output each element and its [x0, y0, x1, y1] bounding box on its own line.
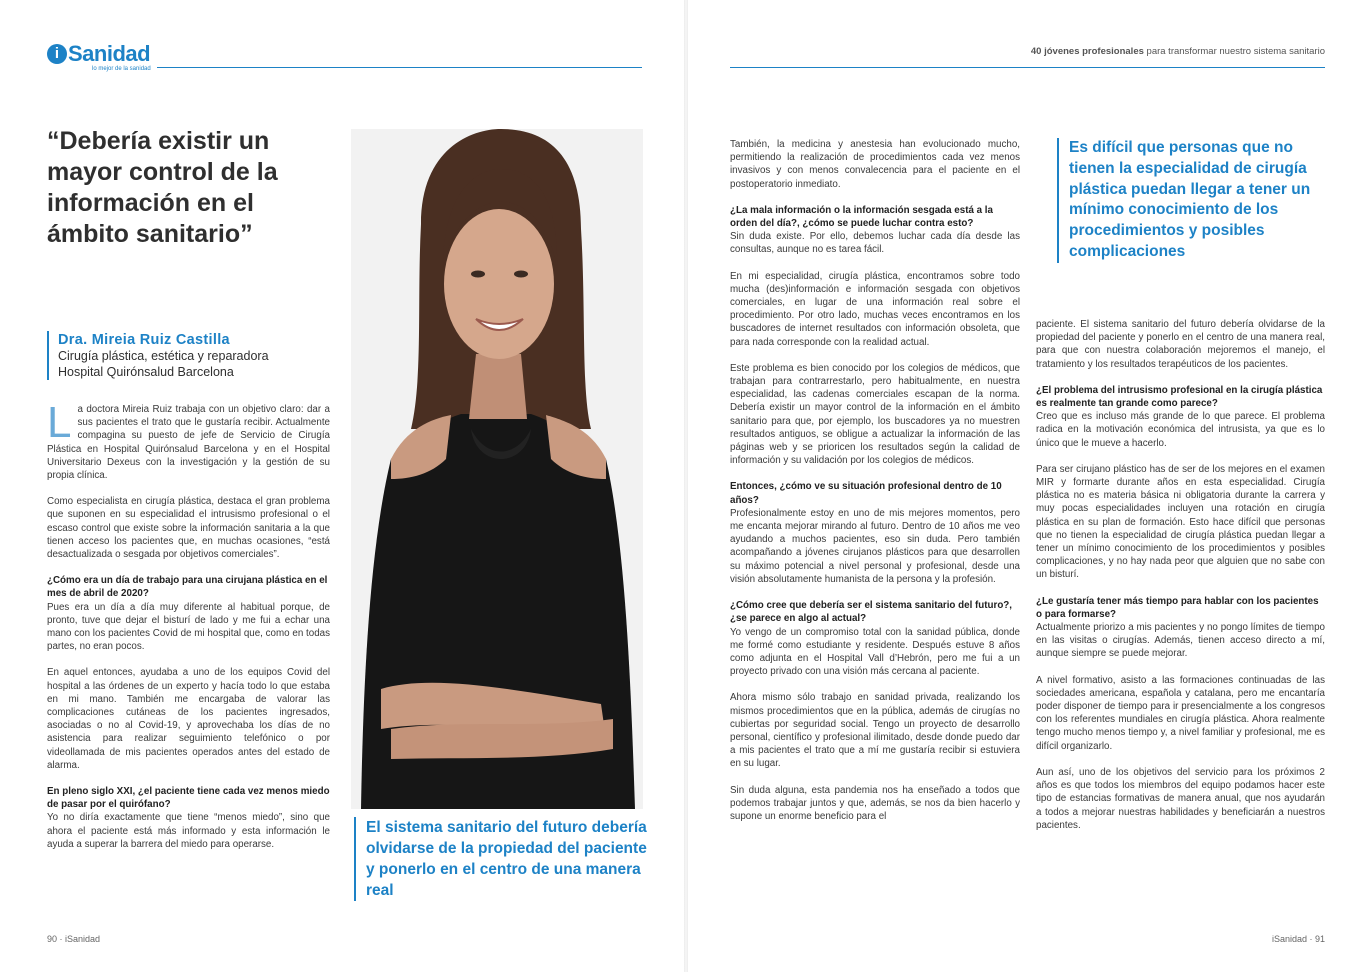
logo-tagline: lo mejor de la sanidad: [92, 66, 151, 72]
byline-name: Dra. Mireia Ruiz Castilla: [58, 332, 230, 348]
body-column-1: [47, 398, 330, 864]
isanidad-logo[interactable]: [47, 42, 157, 76]
interview-answer: Profesionalmente estoy en uno de mis mejores momentos, pero me encanta mejorar mirando al futuro. Dentro de 10 años me veo ayudando a muchos pacientes, eso sin duda. Pero también acompañando a jóvenes cirujanos plásticos para que desarrollen su máximo potencial a nivel personal y profesional, desde una visión absolutamente humanista de la persona y la profesión.: [730, 507, 1020, 585]
running-head-bold: 40 jóvenes profesionales: [1030, 46, 1144, 57]
page-folio-right: iSanidad · 91: [1271, 934, 1325, 944]
interview-question: ¿Cómo cree que debería ser el sistema sanitario del futuro?, ¿se parece en algo al actual?: [730, 600, 1013, 625]
interview-answer: Creo que es incluso más grande de lo que parece. El problema radica en la motivación económica del intrusista, ya que es lo único que le mueve a hacerlo.: [1036, 411, 1325, 449]
drop-cap: L: [47, 398, 72, 447]
byline-role: Cirugía plástica, estética y reparadora: [58, 349, 269, 363]
header-rule-right: [730, 67, 1325, 68]
paragraph: Ahora mismo sólo trabajo en sanidad privada, realizando los mismos procedimientos que en la pública, además de cirugías no cubiertas por seguridad social. Tengo un proyecto de desarrollo personal, científico y profesional ilimitado, desde donde puedo dar a mis pacientes el trato que a mí me gustaría recibir si estuviera en su lugar.: [730, 692, 1020, 770]
page-folio-left: 90 · iSanidad: [47, 934, 101, 944]
interview-answer: Sin duda existe. Por ello, debemos luchar cada día desde las consultas, aunque no es tarea fácil.: [730, 231, 1020, 256]
interview-question: Entonces, ¿cómo ve su situación profesional dentro de 10 años?: [730, 481, 1002, 506]
paragraph: También, la medicina y anestesia han evolucionado mucho, permitiendo la realización de procedimientos cada vez menos invasivos y con menos convalecencia para el paciente en el postoperatorio inmediato.: [730, 139, 1020, 190]
logo-i-icon: i: [47, 44, 67, 64]
paragraph: Como especialista en cirugía plástica, destaca el gran problema que suponen en su especialidad el intrusismo profesional o el escaso control que existe sobre la información sanitaria a la que tienen acceso los pacientes que, en muchas ocasiones, “está desactualizada o sesgada por objetivos comerciales”.: [47, 496, 330, 561]
interview-answer: Yo no diría exactamente que tiene “menos miedo”, sino que ahora el paciente está más informado y esta información le ayuda a superar la barrera del miedo para operarse.: [47, 812, 330, 850]
body-column-3: [1036, 318, 1325, 845]
portrait-illustration: [351, 129, 643, 809]
pull-quote-right: Es difícil que personas que no tienen la especialidad de cirugía plástica puedan llegar a tener un mínimo conocimiento de los procedimientos y posibles complicaciones: [1057, 138, 1327, 263]
article-headline: “Debería existir un mayor control de la información en el ámbito sanitario”: [47, 127, 278, 248]
interview-question: ¿Le gustaría tener más tiempo para hablar con los pacientes o para formarse?: [1036, 595, 1319, 620]
paragraph: paciente. El sistema sanitario del futuro debería olvidarse de la propiedad del paciente y ponerlo en el centro de una manera real, para que con nuestra colaboración mejoremos el manejo, el tratamiento y los resultados terapéuticos de los pacientes.: [1036, 319, 1325, 370]
interview-question: En pleno siglo XXI, ¿el paciente tiene cada vez menos miedo de pasar por el quirófano?: [47, 786, 330, 811]
interview-answer: Pues era un día a día muy diferente al habitual porque, de pronto, tuve que dejar el bisturí de lado y me fui a echar una mano con los pacientes Covid de mi hospital que, como en todas partes, no eran pocos.: [47, 601, 330, 653]
paragraph: En aquel entonces, ayudaba a uno de los equipos Covid del hospital a las órdenes de un experto y hacía todo lo que estaba en mi mano. También me encargaba de valorar las complicaciones cutáneas de los pacientes ingresados, asociadas o no al Covid-19, y aprovechaba los días de no asistencia para realizar seguimiento telefónico o por videollamada de mis pacientes operados antes del estado de alarma.: [47, 667, 330, 771]
paragraph: Aun así, uno de los objetivos del servicio para los próximos 2 años es que todos los miembros del equipo podamos hacer este tipo de estancias formativas de manera anual, que nos ayudarán a todos a mejorar nuestras habilidades y beneficiarán a nuestros pacientes.: [1036, 766, 1325, 831]
paragraph: Este problema es bien conocido por los colegios de médicos, que trabajan para contrarrestarlo, pero habitualmente, en nuestra especialidad, las cadenas comerciales escapan de la norma. Debería existir un mayor control de la información en el ámbito sanitario para que, por ejemplo, los buscadores ya no muestren resultados antiguos, se obligue a actualizar la información de las páginas web y se prioricen los resultados según la calidad de información y su validación por los colegios de médicos.: [730, 362, 1020, 467]
interview-question: ¿Cómo era un día de trabajo para una cirujana plástica en el mes de abril de 2020?: [47, 575, 328, 600]
interview-question: ¿El problema del intrusismo profesional en la cirugía plástica es realmente tan grande como parece?: [1036, 384, 1323, 410]
running-head: [1031, 46, 1325, 57]
logo-text: Sanidad: [68, 41, 151, 66]
paragraph: Sin duda alguna, esta pandemia nos ha enseñado a todos que podemos trabajar juntos y que, además, se nos da bien hacerlo y supone un enorme beneficio para el: [730, 784, 1020, 822]
interview-question: ¿La mala información o la información sesgada está a la orden del día?, ¿cómo se puede luchar contra esto?: [730, 204, 993, 230]
intro-text: a doctora Mireia Ruiz trabaja con un objetivo claro: dar a sus pacientes el trato que le gustaría recibir. Actualmente compagina su puesto de jefe de Servicio de Cirugía Plástica en Hospital Quirónsalud Barcelona y en el Hospital Universitario Dexeus con la investigación y la gestión de su propia clínica.: [47, 404, 330, 482]
running-head-rest: para transformar nuestro sistema sanitario: [1143, 46, 1325, 57]
byline: [47, 331, 337, 380]
interview-answer: Actualmente priorizo a mis pacientes y no pongo límites de tiempo en las visitas o cirugías. Además, tienen acceso directo a mí, aunque siempre se puede mejorar.: [1036, 622, 1325, 660]
header-rule-left: [157, 67, 642, 68]
byline-hospital: Hospital Quirónsalud Barcelona: [58, 364, 234, 379]
pull-quote-left: El sistema sanitario del futuro debería olvidarse de la propiedad del paciente y ponerlo en el centro de una manera real: [354, 817, 654, 901]
paragraph: Para ser cirujano plástico has de ser de los mejores en el examen MIR y formarte durante años en esta especialidad. Cirugía plástica no es materia básica ni obligatoria durante la carrera y muy pocas especialidades incluyen una rotación en cirugía plástica en su plan de formación. Esto hace difícil que personas que no tienen la especialidad de cirugía plástica puedan llegar a tener un mínimo conocimiento de los procedimientos y posibles complicaciones, y no hay nada peor que alguien que no sabe con un bisturí.: [1036, 463, 1325, 581]
paragraph: En mi especialidad, cirugía plástica, encontramos sobre todo mucha (des)información e información sesgada con objetivos comerciales, en lugar de una información real sobre el procedimiento. Por otro lado, muchas veces encontramos en los buscadores de internet resultados con información obsoleta, que para nada corresponde con la realidad actual.: [730, 270, 1020, 348]
body-column-2: [730, 138, 1020, 836]
spread-gutter: [684, 0, 688, 972]
interview-answer: Yo vengo de un compromiso total con la sanidad pública, donde me formé como estudiante y residente. Después estuve 8 años como adjunta en el Hospital Vall d’Hebrón, pero me fui a un proyecto privado con una visión más cercana al paciente.: [730, 626, 1020, 678]
portrait-photo: [351, 129, 643, 809]
intro-paragraph: [47, 398, 330, 482]
paragraph: A nivel formativo, asisto a las formaciones continuadas de las sociedades americana, española y catalana, pero me encantaría poder disponer de tiempo para ir presencialmente a los congresos con los referentes mundiales en cirugía plástica. Ahora realmente tengo mucho menos tiempo y, a nivel familiar y profesional, me es difícil organizarlo.: [1036, 674, 1325, 752]
